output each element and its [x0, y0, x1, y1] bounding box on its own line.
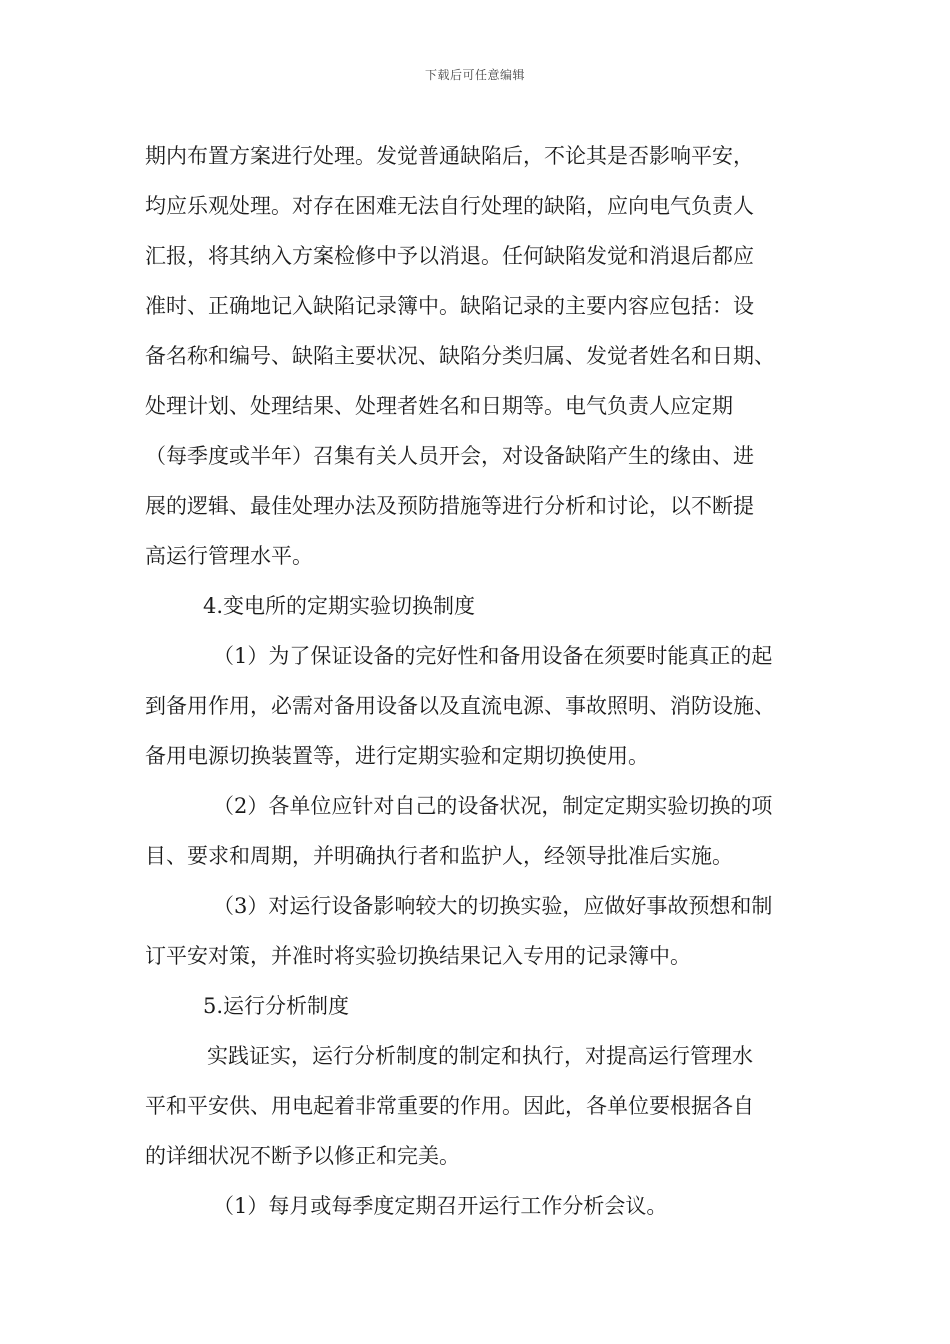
body-line: 汇报，将其纳入方案检修中予以消退。任何缺陷发觉和消退后都应 [145, 244, 754, 268]
body-line: 实践证实，运行分析制度的制定和执行，对提高运行管理水 [207, 1044, 753, 1068]
body-line: 处理计划、处理结果、处理者姓名和日期等。电气负责人应定期 [145, 394, 733, 418]
body-line: 到备用作用，必需对备用设备以及直流电源、事故照明、消防设施、 [145, 694, 775, 718]
section-heading: 5.运行分析制度 [203, 994, 350, 1018]
body-line: （2）各单位应针对自己的设备状况，制定定期实验切换的项 [213, 794, 773, 818]
body-line: 期内布置方案进行处理。发觉普通缺陷后，不论其是否影响平安， [145, 144, 754, 168]
body-line: 目、要求和周期，并明确执行者和监护人，经领导批准后实施。 [145, 844, 733, 868]
body-line: 高运行管理水平。 [145, 544, 313, 568]
document-body [145, 131, 810, 1231]
section-heading: 4.变电所的定期实验切换制度 [203, 594, 476, 618]
body-line: 备名称和编号、缺陷主要状况、缺陷分类归属、发觉者姓名和日期、 [145, 344, 775, 368]
body-line: （1）为了保证设备的完好性和备用设备在须要时能真正的起 [213, 644, 773, 668]
body-line: 平和平安供、用电起着非常重要的作用。因此，各单位要根据各自 [145, 1094, 754, 1118]
body-line: 的详细状况不断予以修正和完美。 [145, 1144, 460, 1168]
body-line: （每季度或半年）召集有关人员开会，对设备缺陷产生的缘由、进 [145, 444, 754, 468]
page-header: 下载后可任意编辑 [424, 68, 525, 82]
body-line: 均应乐观处理。对存在困难无法自行处理的缺陷，应向电气负责人 [145, 194, 754, 218]
body-line: （3）对运行设备影响较大的切换实验，应做好事故预想和制 [213, 894, 773, 918]
body-line: （1）每月或每季度定期召开运行工作分析会议。 [213, 1194, 668, 1218]
body-line: 准时、正确地记入缺陷记录簿中。缺陷记录的主要内容应包括：设 [145, 294, 754, 318]
body-line: 备用电源切换装置等，进行定期实验和定期切换使用。 [145, 744, 649, 768]
body-line: 展的逻辑、最佳处理办法及预防措施等进行分析和讨论，以不断提 [145, 494, 754, 518]
body-line: 订平安对策，并准时将实验切换结果记入专用的记录簿中。 [145, 944, 691, 968]
